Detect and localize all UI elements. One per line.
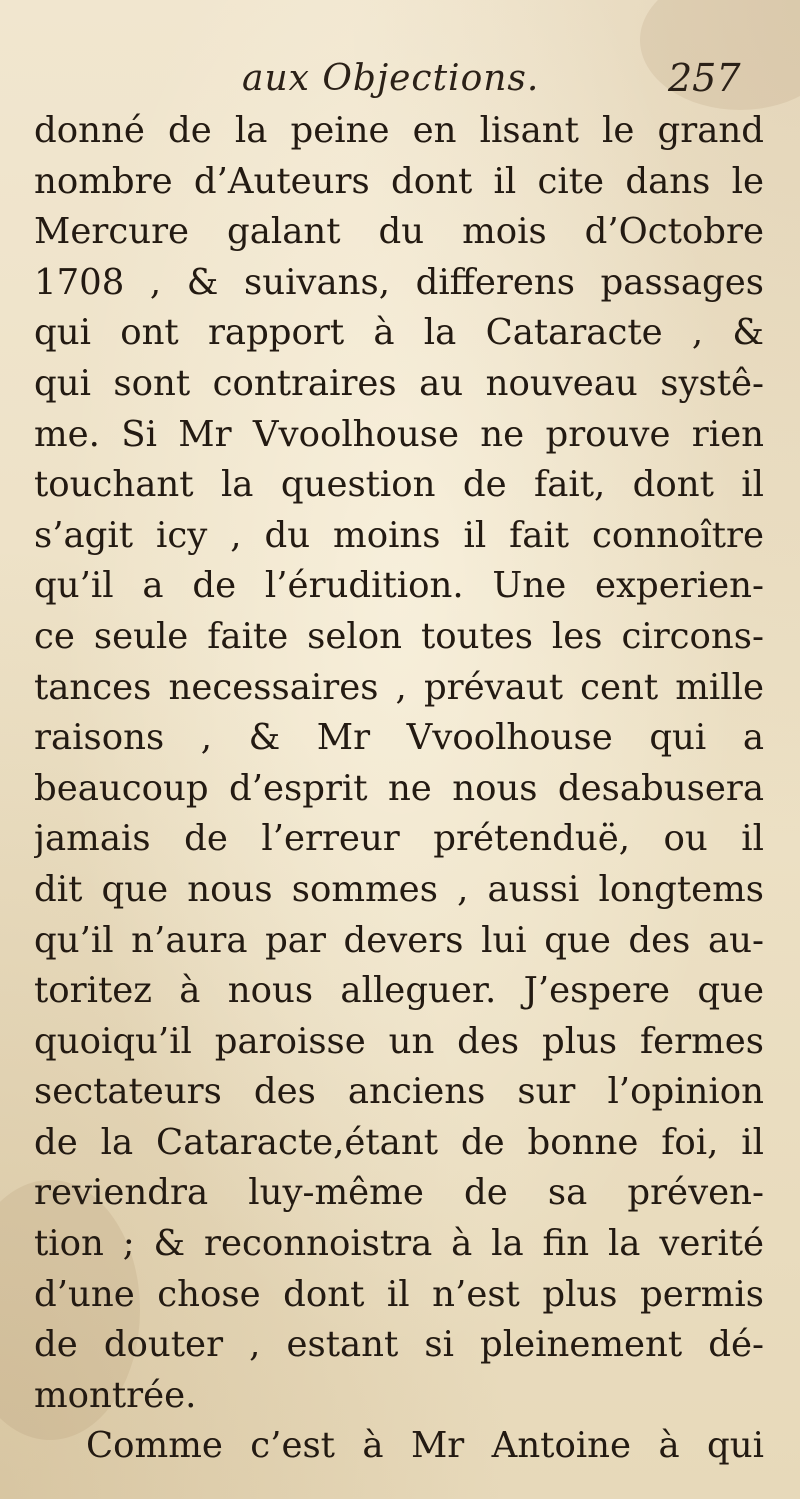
text-line: montrée. <box>34 1374 197 1416</box>
text-line: qui sont contraires au nouveau systê- <box>34 362 764 404</box>
text-line: de douter , estant si pleinement dé- <box>34 1324 764 1366</box>
text-line: Mercure galant du mois d’Octobre <box>34 211 764 253</box>
text-line: beaucoup d’esprit ne nous desabusera <box>34 767 764 809</box>
text-line: tances necessaires , prévaut cent mille <box>34 666 764 708</box>
text-line: me. Si Mr Vvoolhouse ne prouve rien <box>34 413 764 455</box>
text-line: d’une chose dont il n’est plus permis <box>34 1273 764 1315</box>
text-line: tion ; & reconnoistra à la fin la verité <box>34 1223 764 1265</box>
running-head: aux Objections. <box>242 58 540 99</box>
text-line: quoiqu’il paroisse un des plus fermes <box>34 1020 764 1062</box>
text-line: jamais de l’erreur prétenduë, ou il <box>34 818 764 860</box>
text-line: toritez à nous alleguer. J’espere que <box>34 970 764 1012</box>
text-line: donné de la peine en lisant le grand <box>34 110 764 151</box>
text-line: qu’il n’aura par devers lui que des au- <box>34 919 764 961</box>
page-header <box>0 52 800 112</box>
text-line: nombre d’Auteurs dont il cite dans le <box>34 160 764 202</box>
text-line: sectateurs des anciens sur l’opinion <box>34 1071 764 1113</box>
text-line: dit que nous sommes , aussi longtems <box>34 868 764 910</box>
text-line: raisons , & Mr Vvoolhouse qui a <box>34 717 764 759</box>
text-line: reviendra luy-même de sa préven- <box>34 1172 764 1214</box>
text-line: qui ont rapport à la Cataracte , & <box>34 312 764 354</box>
text-line: qu’il a de l’érudition. Une experien- <box>34 565 764 607</box>
text-line: ce seule faite selon toutes les circons- <box>34 615 764 657</box>
page-number: 257 <box>668 56 741 100</box>
body-text <box>34 106 764 1472</box>
text-line: de la Cataracte,étant de bonne foi, il <box>34 1121 764 1163</box>
text-line: s’agit icy , du moins il fait connoître <box>34 514 764 556</box>
text-line: 1708 , & suivans, differens passages <box>34 261 764 303</box>
text-line: touchant la question de fait, dont il <box>34 464 764 506</box>
text-line: Comme c’est à Mr Antoine à qui <box>86 1425 764 1467</box>
